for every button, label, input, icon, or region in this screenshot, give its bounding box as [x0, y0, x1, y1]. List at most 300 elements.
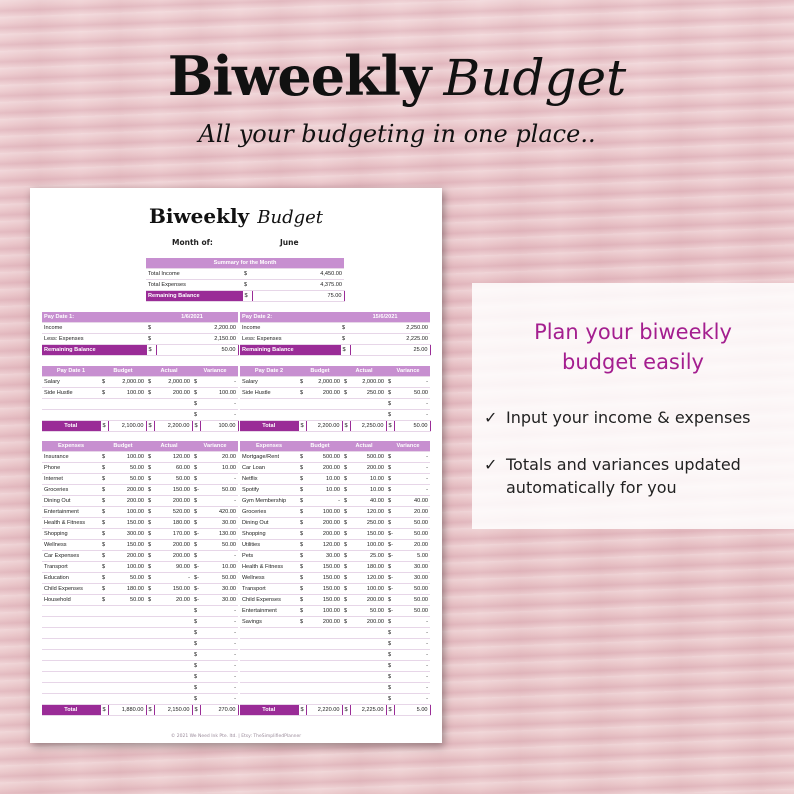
pay-2-balance: 25.00 — [350, 345, 430, 356]
row-label: Gym Membership — [240, 496, 298, 507]
table-row: Child Expenses $ 180.00 $ 150.00 $- 30.00 — [42, 584, 238, 595]
variance-value: - — [394, 617, 430, 628]
pay-2-expenses: 2,225.00 — [350, 334, 430, 345]
table-row: Dining Out $ 200.00 $ 250.00 $ 50.00 — [240, 518, 430, 529]
budget-value: 100.00 — [108, 388, 146, 399]
actual-value — [154, 606, 192, 617]
row-label — [42, 694, 100, 705]
total-budget: 2,220.00 — [306, 705, 342, 716]
column-header: Actual — [342, 441, 386, 452]
table-row: $ - — [240, 683, 430, 694]
column-header: Actual — [146, 441, 192, 452]
table-row: $ - — [240, 410, 430, 421]
total-actual: 2,225.00 — [350, 705, 386, 716]
column-header: Budget — [298, 441, 342, 452]
total-variance: 100.00 — [200, 421, 238, 432]
column-header: Variance — [192, 441, 238, 452]
sheet-title — [30, 204, 442, 228]
budget-value — [108, 650, 146, 661]
variance-value: - — [200, 661, 238, 672]
row-label: Shopping — [240, 529, 298, 540]
variance-value: - — [200, 551, 238, 562]
column-header: Actual — [342, 366, 386, 377]
variance-value: 20.00 — [394, 507, 430, 518]
budget-value — [108, 672, 146, 683]
expenses-label: Less: Expenses — [240, 334, 340, 345]
budget-value: 50.00 — [108, 474, 146, 485]
budget-value: 500.00 — [306, 452, 342, 463]
row-label: Transport — [240, 584, 298, 595]
actual-value: 120.00 — [154, 452, 192, 463]
row-label — [42, 672, 100, 683]
table-row: Entertainment $ 100.00 $ 50.00 $- 50.00 — [240, 606, 430, 617]
pay-date-1-table: Pay Date 1: 1/6/2021 Income $ 2,200.00 Less: Expenses $ 2,150.00 Remaining Balance $ 50.00 — [42, 312, 239, 356]
month-label: Month of: — [172, 238, 213, 247]
actual-value — [350, 650, 386, 661]
column-header: Expenses — [42, 441, 100, 452]
hero-title-script: Budget — [443, 49, 627, 107]
row-label — [42, 628, 100, 639]
hero-title-bold: Biweekly — [167, 44, 431, 108]
variance-value: 30.00 — [200, 595, 238, 606]
actual-value: 120.00 — [350, 507, 386, 518]
row-label — [42, 683, 100, 694]
variance-value: - — [394, 694, 430, 705]
actual-value: 100.00 — [350, 540, 386, 551]
table-row: Salary $ 2,000.00 $ 2,000.00 $ - — [240, 377, 430, 388]
variance-value: 50.00 — [394, 606, 430, 617]
table-row: $ - — [42, 606, 238, 617]
row-label: Entertainment — [42, 507, 100, 518]
budget-value: 100.00 — [306, 507, 342, 518]
budget-value — [306, 639, 342, 650]
budget-value: 300.00 — [108, 529, 146, 540]
variance-value: - — [394, 399, 430, 410]
table-row: Car Loan $ 200.00 $ 200.00 $ - — [240, 463, 430, 474]
row-label: Health & Fitness — [42, 518, 100, 529]
actual-value: 250.00 — [350, 518, 386, 529]
table-row: Transport $ 100.00 $ 90.00 $- 10.00 — [42, 562, 238, 573]
actual-value: 50.00 — [350, 606, 386, 617]
row-label — [240, 650, 298, 661]
budget-value: 100.00 — [108, 452, 146, 463]
income-label: Income — [240, 323, 340, 334]
row-label: Car Expenses — [42, 551, 100, 562]
variance-value: 30.00 — [200, 584, 238, 595]
budget-value: 150.00 — [306, 573, 342, 584]
table-row: Spotify $ 10.00 $ 10.00 $ - — [240, 485, 430, 496]
budget-value — [306, 410, 342, 421]
actual-value — [350, 410, 386, 421]
row-label: Health & Fitness — [240, 562, 298, 573]
table-row: $ - — [42, 639, 238, 650]
row-label: Child Expenses — [42, 584, 100, 595]
row-label — [240, 399, 298, 410]
promo-headline-line-2: budget easily — [562, 350, 704, 374]
total-row: Total $ 2,100.00 $ 2,200.00 $ 100.00 — [42, 421, 238, 432]
actual-value: 40.00 — [350, 496, 386, 507]
variance-value: 420.00 — [200, 507, 238, 518]
row-label — [42, 617, 100, 628]
table-row: $ - — [240, 672, 430, 683]
budget-value — [108, 399, 146, 410]
table-row: Groceries $ 200.00 $ 150.00 $- 50.00 — [42, 485, 238, 496]
table-row: $ - — [42, 694, 238, 705]
table-row: $ - — [42, 410, 238, 421]
actual-value — [350, 399, 386, 410]
row-label: Side Hustle — [42, 388, 100, 399]
check-icon: ✓ — [484, 455, 498, 474]
pay-date-1-label: Pay Date 1: — [42, 312, 146, 323]
table-row: Utilities $ 120.00 $ 100.00 $- 20.00 — [240, 540, 430, 551]
actual-value: 170.00 — [154, 529, 192, 540]
table-row: Shopping $ 200.00 $ 150.00 $- 50.00 — [240, 529, 430, 540]
variance-value: 20.00 — [200, 452, 238, 463]
actual-value: 10.00 — [350, 485, 386, 496]
budget-value: 200.00 — [306, 518, 342, 529]
variance-value: 10.00 — [200, 463, 238, 474]
variance-value: - — [394, 485, 430, 496]
actual-value — [154, 694, 192, 705]
table-row: Health & Fitness $ 150.00 $ 180.00 $ 30.00 — [240, 562, 430, 573]
row-label: Transport — [42, 562, 100, 573]
variance-value: 20.00 — [394, 540, 430, 551]
row-label — [240, 639, 298, 650]
row-label: Wellness — [42, 540, 100, 551]
budget-value — [108, 617, 146, 628]
actual-value: 25.00 — [350, 551, 386, 562]
budget-value: 200.00 — [306, 388, 342, 399]
column-header: Actual — [146, 366, 192, 377]
budget-value — [108, 606, 146, 617]
row-label — [240, 410, 298, 421]
variance-value: - — [200, 628, 238, 639]
row-label — [42, 399, 100, 410]
total-variance: 270.00 — [200, 705, 238, 716]
column-header: Budget — [298, 366, 342, 377]
actual-value: 60.00 — [154, 463, 192, 474]
actual-value: 150.00 — [350, 529, 386, 540]
budget-value: 2,000.00 — [108, 377, 146, 388]
summary-row: Total Income $ 4,450.00 — [146, 269, 344, 280]
summary-row: Total Expenses $ 4,375.00 — [146, 280, 344, 291]
row-label — [42, 661, 100, 672]
pay-date-1-date: 1/6/2021 — [146, 312, 238, 323]
table-row: Gym Membership $ - $ 40.00 $ 40.00 — [240, 496, 430, 507]
actual-value — [154, 399, 192, 410]
table-row: Wellness $ 150.00 $ 200.00 $ 50.00 — [42, 540, 238, 551]
actual-value: 2,000.00 — [350, 377, 386, 388]
actual-value — [350, 639, 386, 650]
summary-table — [146, 258, 345, 302]
actual-value: 500.00 — [350, 452, 386, 463]
actual-value: - — [154, 573, 192, 584]
summary-value: 4,375.00 — [252, 280, 344, 291]
sheet-title-bold: Biweekly — [148, 204, 250, 228]
row-label: Netflix — [240, 474, 298, 485]
budget-value — [108, 410, 146, 421]
actual-value: 50.00 — [154, 474, 192, 485]
expenses-table-2 — [240, 441, 431, 716]
column-header: Budget — [100, 366, 146, 377]
budget-value: 100.00 — [108, 562, 146, 573]
actual-value — [154, 672, 192, 683]
row-label: Salary — [42, 377, 100, 388]
actual-value: 200.00 — [154, 540, 192, 551]
actual-value: 10.00 — [350, 474, 386, 485]
variance-value: 5.00 — [394, 551, 430, 562]
table-row: Household $ 50.00 $ 20.00 $- 30.00 — [42, 595, 238, 606]
total-actual: 2,250.00 — [350, 421, 386, 432]
table-row: $ - — [42, 650, 238, 661]
promo-headline-line-1: Plan your biweekly — [534, 320, 732, 344]
table-row: $ - — [240, 399, 430, 410]
row-label — [240, 628, 298, 639]
row-label — [42, 606, 100, 617]
budget-value: 10.00 — [306, 474, 342, 485]
variance-value: 30.00 — [394, 562, 430, 573]
actual-value — [154, 639, 192, 650]
row-label: Dining Out — [240, 518, 298, 529]
table-row: Netflix $ 10.00 $ 10.00 $ - — [240, 474, 430, 485]
row-label — [240, 683, 298, 694]
budget-value: 150.00 — [108, 540, 146, 551]
promo-bullet-text: Totals and variances updated automatically for you — [506, 455, 741, 497]
budget-value: 200.00 — [306, 529, 342, 540]
total-label: Total — [42, 705, 100, 716]
actual-value: 2,000.00 — [154, 377, 192, 388]
variance-value: 50.00 — [394, 595, 430, 606]
hero-tagline: All your budgeting in one place.. — [198, 120, 596, 148]
variance-value: - — [200, 496, 238, 507]
budget-value: 100.00 — [108, 507, 146, 518]
actual-value: 120.00 — [350, 573, 386, 584]
promo-panel — [472, 283, 794, 529]
variance-value: 30.00 — [394, 573, 430, 584]
check-icon: ✓ — [484, 408, 498, 427]
table-row: Entertainment $ 100.00 $ 520.00 $ 420.00 — [42, 507, 238, 518]
actual-value: 20.00 — [154, 595, 192, 606]
variance-value: - — [200, 606, 238, 617]
row-label: Wellness — [240, 573, 298, 584]
variance-value: 50.00 — [200, 573, 238, 584]
column-header: Variance — [192, 366, 238, 377]
table-row: Salary $ 2,000.00 $ 2,000.00 $ - — [42, 377, 238, 388]
table-row: Phone $ 50.00 $ 60.00 $ 10.00 — [42, 463, 238, 474]
variance-value: - — [394, 650, 430, 661]
variance-value: - — [200, 474, 238, 485]
total-variance: 5.00 — [394, 705, 430, 716]
row-label: Utilities — [240, 540, 298, 551]
table-row: $ - — [42, 661, 238, 672]
row-label: Salary — [240, 377, 298, 388]
variance-value: 130.00 — [200, 529, 238, 540]
row-label: Groceries — [240, 507, 298, 518]
variance-value: 30.00 — [200, 518, 238, 529]
budget-value: 150.00 — [306, 562, 342, 573]
table-row: Savings $ 200.00 $ 200.00 $ - — [240, 617, 430, 628]
actual-value: 250.00 — [350, 388, 386, 399]
table-row: Internet $ 50.00 $ 50.00 $ - — [42, 474, 238, 485]
variance-value: 50.00 — [394, 584, 430, 595]
budget-value: 150.00 — [108, 518, 146, 529]
variance-value: - — [200, 639, 238, 650]
table-row: Car Expenses $ 200.00 $ 200.00 $ - — [42, 551, 238, 562]
budget-value — [306, 694, 342, 705]
actual-value: 200.00 — [350, 595, 386, 606]
variance-value: - — [200, 683, 238, 694]
actual-value — [350, 683, 386, 694]
table-row: Wellness $ 150.00 $ 120.00 $- 30.00 — [240, 573, 430, 584]
table-row: $ - — [42, 617, 238, 628]
table-row: Groceries $ 100.00 $ 120.00 $ 20.00 — [240, 507, 430, 518]
variance-value: - — [394, 463, 430, 474]
summary-balance-value: 75.00 — [252, 291, 344, 302]
total-budget: 2,200.00 — [306, 421, 342, 432]
row-label: Insurance — [42, 452, 100, 463]
pay-1-income: 2,200.00 — [156, 323, 238, 334]
promo-bullet — [484, 453, 784, 499]
pay-1-balance: 50.00 — [156, 345, 238, 356]
variance-value: - — [394, 410, 430, 421]
budget-value: 2,000.00 — [306, 377, 342, 388]
row-label: Household — [42, 595, 100, 606]
column-header: Pay Date 2 — [240, 366, 298, 377]
row-label — [240, 694, 298, 705]
variance-value: 10.00 — [200, 562, 238, 573]
total-label: Total — [240, 421, 298, 432]
promo-bullet-text: Input your income & expenses — [506, 408, 751, 427]
actual-value: 150.00 — [154, 584, 192, 595]
row-label: Savings — [240, 617, 298, 628]
total-row: Total $ 2,200.00 $ 2,250.00 $ 50.00 — [240, 421, 430, 432]
budget-value: 180.00 — [108, 584, 146, 595]
income-label: Income — [42, 323, 146, 334]
summary-value: 4,450.00 — [252, 269, 344, 280]
budget-value: 50.00 — [108, 595, 146, 606]
table-row: Dining Out $ 200.00 $ 200.00 $ - — [42, 496, 238, 507]
row-label: Shopping — [42, 529, 100, 540]
budget-value: 100.00 — [306, 606, 342, 617]
table-row: Education $ 50.00 $ - $- 50.00 — [42, 573, 238, 584]
summary-balance-row: Remaining Balance $ 75.00 — [146, 291, 344, 302]
variance-value: - — [394, 672, 430, 683]
row-label: Spotify — [240, 485, 298, 496]
total-variance: 50.00 — [394, 421, 430, 432]
table-row: $ - — [42, 399, 238, 410]
budget-value: 10.00 — [306, 485, 342, 496]
total-actual: 2,150.00 — [154, 705, 192, 716]
budget-value — [108, 639, 146, 650]
table-row: Health & Fitness $ 150.00 $ 180.00 $ 30.00 — [42, 518, 238, 529]
row-label: Internet — [42, 474, 100, 485]
variance-value: - — [394, 639, 430, 650]
budget-value — [306, 672, 342, 683]
table-row: $ - — [240, 650, 430, 661]
budget-value — [306, 661, 342, 672]
actual-value: 200.00 — [154, 551, 192, 562]
variance-value: 50.00 — [394, 529, 430, 540]
promo-headline — [472, 317, 794, 377]
budget-value: 200.00 — [306, 617, 342, 628]
variance-value: 40.00 — [394, 496, 430, 507]
sheet-title-script: Budget — [257, 207, 324, 228]
row-label: Groceries — [42, 485, 100, 496]
budget-value: 120.00 — [306, 540, 342, 551]
budget-value — [108, 683, 146, 694]
variance-value: - — [200, 694, 238, 705]
actual-value: 200.00 — [154, 388, 192, 399]
actual-value: 180.00 — [154, 518, 192, 529]
row-label — [240, 661, 298, 672]
variance-value: - — [394, 628, 430, 639]
budget-value — [306, 683, 342, 694]
budget-value — [108, 694, 146, 705]
table-row: Mortgage/Rent $ 500.00 $ 500.00 $ - — [240, 452, 430, 463]
actual-value: 520.00 — [154, 507, 192, 518]
budget-value: 50.00 — [108, 573, 146, 584]
variance-value: - — [200, 617, 238, 628]
variance-value: 50.00 — [394, 388, 430, 399]
hero-title — [0, 44, 794, 108]
row-label — [240, 672, 298, 683]
budget-value: 200.00 — [108, 496, 146, 507]
actual-value: 200.00 — [350, 463, 386, 474]
variance-value: 100.00 — [200, 388, 238, 399]
actual-value — [154, 683, 192, 694]
variance-value: - — [200, 377, 238, 388]
budget-value: - — [306, 496, 342, 507]
balance-label: Remaining Balance — [240, 345, 340, 356]
variance-value: - — [200, 410, 238, 421]
table-row: Side Hustle $ 200.00 $ 250.00 $ 50.00 — [240, 388, 430, 399]
variance-value: 50.00 — [200, 485, 238, 496]
budget-value: 200.00 — [108, 551, 146, 562]
column-header: Pay Date 1 — [42, 366, 100, 377]
budget-value — [108, 628, 146, 639]
income-table-1 — [42, 366, 239, 432]
expenses-table-1 — [42, 441, 239, 716]
column-header: Variance — [386, 366, 430, 377]
row-label: Mortgage/Rent — [240, 452, 298, 463]
row-label — [42, 410, 100, 421]
row-label: Phone — [42, 463, 100, 474]
budget-value — [306, 399, 342, 410]
summary-balance-label: Remaining Balance — [146, 291, 242, 302]
actual-value — [350, 694, 386, 705]
row-label: Education — [42, 573, 100, 584]
variance-value: - — [200, 672, 238, 683]
variance-value: - — [394, 452, 430, 463]
table-row: $ - — [240, 639, 430, 650]
total-label: Total — [240, 705, 298, 716]
pay-2-income: 2,250.00 — [350, 323, 430, 334]
pay-date-2-table: Pay Date 2: 15/6/2021 Income $ 2,250.00 Less: Expenses $ 2,225.00 Remaining Balance $ 25.00 — [240, 312, 431, 356]
column-header: Expenses — [240, 441, 298, 452]
budget-value: 30.00 — [306, 551, 342, 562]
actual-value — [154, 650, 192, 661]
table-row: Shopping $ 300.00 $ 170.00 $- 130.00 — [42, 529, 238, 540]
actual-value — [154, 661, 192, 672]
actual-value — [350, 628, 386, 639]
row-label: Car Loan — [240, 463, 298, 474]
budget-value: 150.00 — [306, 584, 342, 595]
total-budget: 1,880.00 — [108, 705, 146, 716]
summary-label: Total Expenses — [146, 280, 242, 291]
row-label: Child Expenses — [240, 595, 298, 606]
income-table-2 — [240, 366, 431, 432]
variance-value: - — [394, 661, 430, 672]
